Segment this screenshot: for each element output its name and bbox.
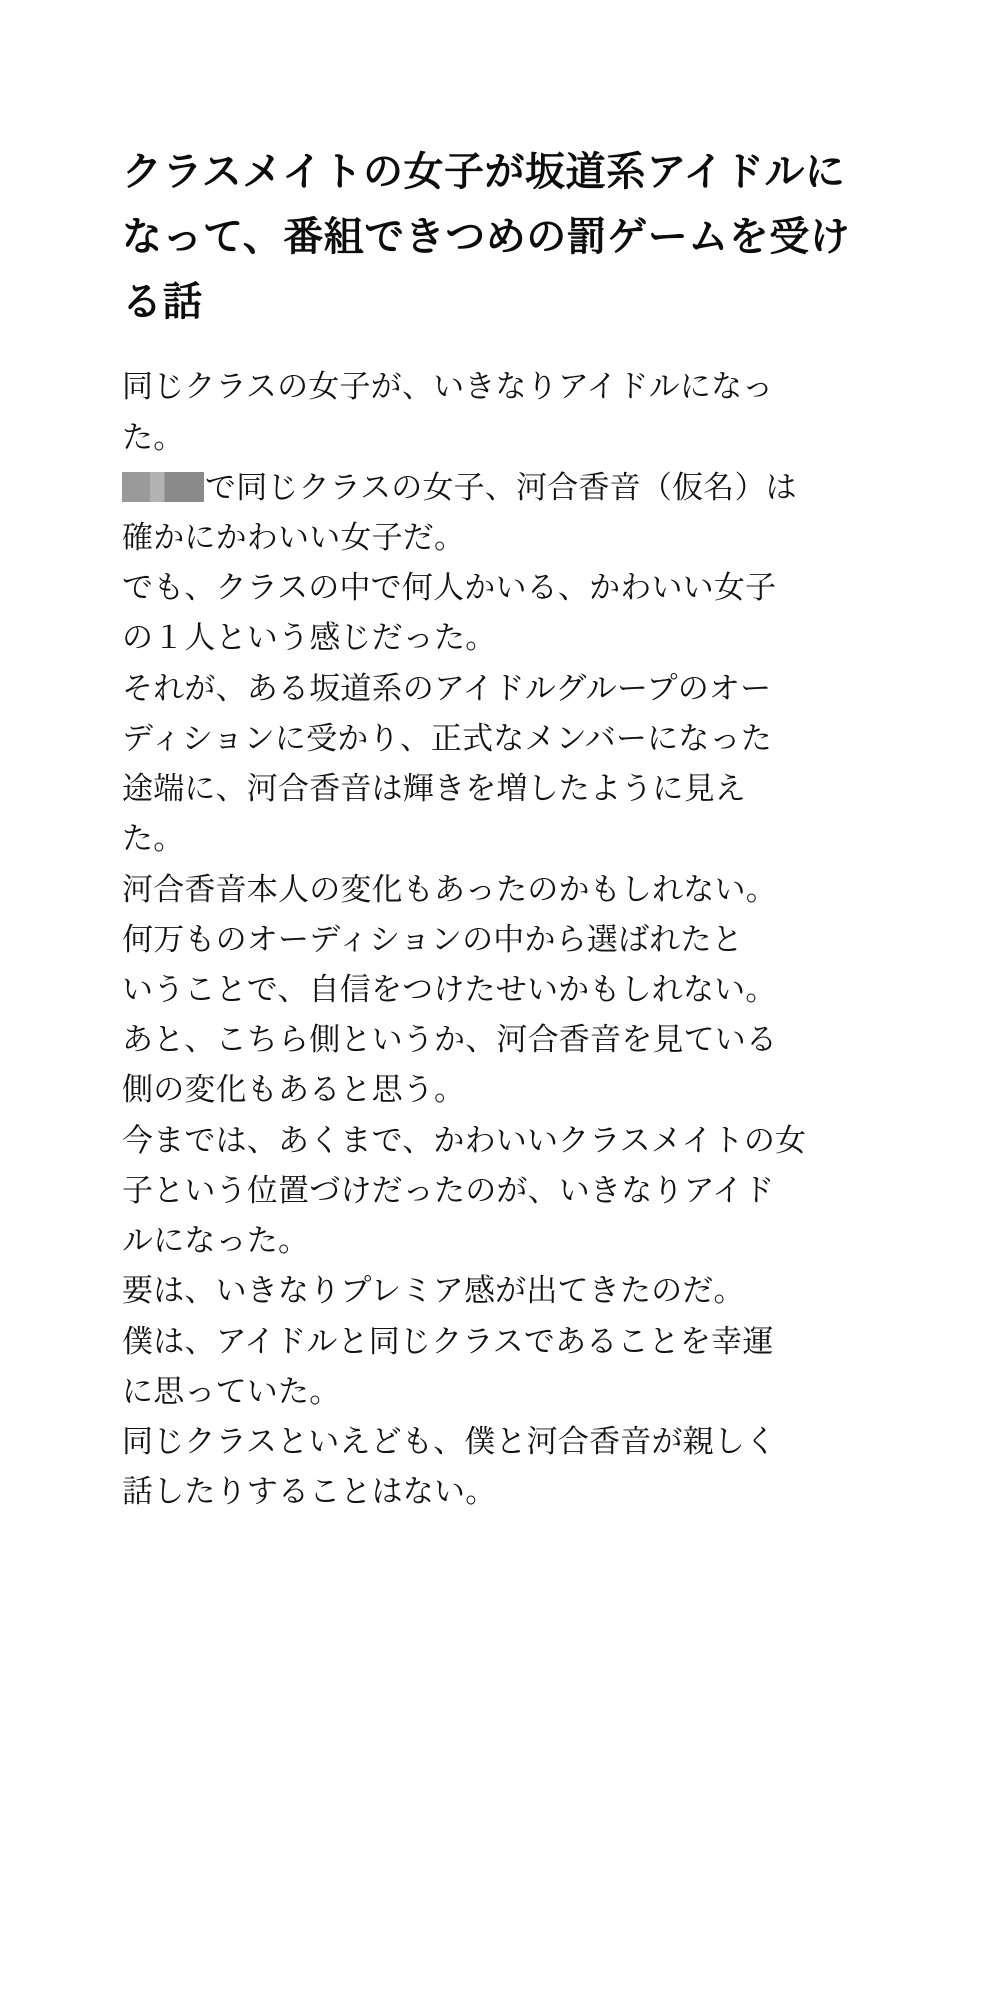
text-line: でも、クラスの中で何人かいる、かわいい女子 [122, 570, 777, 607]
paragraph [122, 1317, 882, 1417]
paragraph [122, 865, 882, 1016]
text-line: それが、ある坂道系のアイドルグループのオー [122, 670, 772, 707]
text-line: ルになった。 [122, 1223, 310, 1260]
text-line: 子という位置づけだったのが、いきなりアイド [122, 1172, 775, 1209]
text-line: いうことで、自信をつけたせいかもしれない。 [122, 972, 777, 1009]
text-line-with-redaction [122, 463, 882, 513]
text-line: 要は、いきなりプレミア感が出てきたのだ。 [122, 1273, 745, 1310]
paragraph [122, 1015, 882, 1115]
redaction-block [122, 472, 204, 502]
redaction-fill [122, 472, 204, 502]
text-line: 途端に、河合香音は輝きを増したように見え [122, 771, 746, 808]
text-line: 何万ものオーディションの中から選ばれたと [122, 921, 743, 958]
text-line: 側の変化もあると思う。 [122, 1072, 466, 1109]
paragraph [122, 1116, 882, 1267]
paragraph [122, 1266, 882, 1316]
text-line: た。 [122, 419, 185, 456]
paragraph [122, 362, 882, 462]
text-line: で同じクラスの女子、河合香音（仮名）は [205, 469, 797, 506]
text-line: 河合香音本人の変化もあったのかもしれない。 [122, 871, 777, 908]
text-line: 同じクラスの女子が、いきなりアイドルになっ [122, 369, 774, 406]
text-line: 今までは、あくまで、かわいいクラスメイトの女 [122, 1122, 807, 1159]
text-line: 話したりすることはない。 [122, 1474, 497, 1511]
paragraph [122, 1417, 882, 1517]
document-body [122, 140, 892, 1517]
paragraph [122, 463, 882, 563]
text-line: あと、こちら側というか、河合香音を見ている [122, 1022, 778, 1059]
text-line: ディションに受かり、正式なメンバーになった [122, 720, 772, 757]
text-line: た。 [122, 821, 185, 858]
paragraph [122, 563, 882, 663]
text-line: に思っていた。 [122, 1373, 341, 1410]
page-title: クラスメイトの女子が坂道系アイドルになって、番組できつめの罰ゲームを受ける話 [122, 148, 851, 325]
text-line: 同じクラスといえども、僕と河合香音が親しく [122, 1423, 777, 1460]
text-line: の１人という感じだった。 [122, 620, 497, 657]
paragraph [122, 664, 882, 865]
text-line: 僕は、アイドルと同じクラスであることを幸運 [122, 1323, 774, 1360]
text-line: 確かにかわいい女子だ。 [122, 520, 466, 557]
